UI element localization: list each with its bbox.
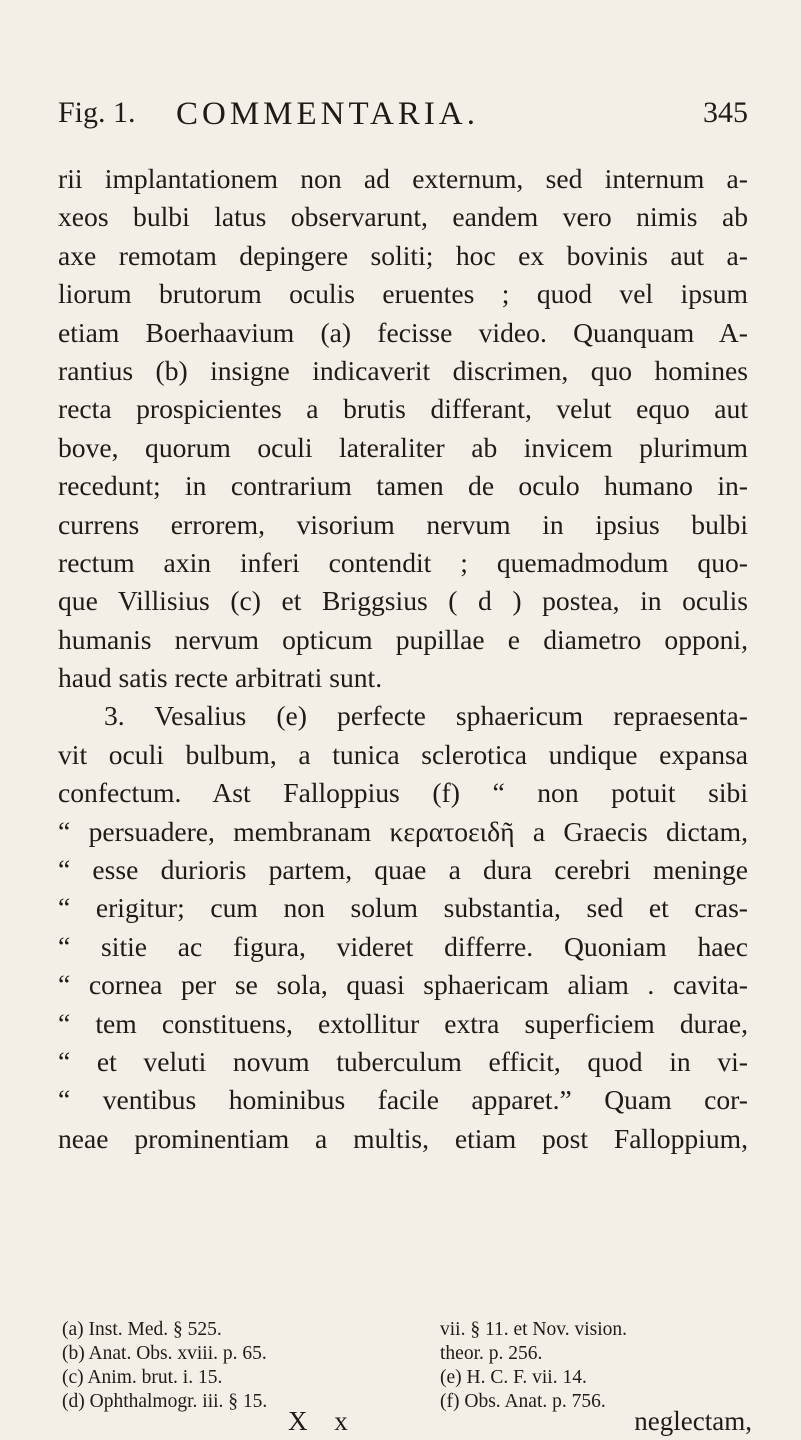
footnotes: [62, 1318, 752, 1414]
text-line: liorum brutorum oculis eruentes ; quod vel ipsum: [58, 278, 748, 310]
text-line: haud satis recte arbitrati sunt.: [58, 662, 383, 694]
text-line: rectum axin inferi contendit ; quemadmodum quo-: [58, 546, 748, 578]
page-number: 345: [703, 96, 748, 129]
text-line: rantius (b) insigne indicaverit discrimen, quo homines: [58, 354, 748, 386]
quoted-line: “ ventibus hominibus facile apparet.” Quam cor-: [58, 1084, 748, 1116]
footnote-a-continued: vii. § 11. et Nov. vision.: [440, 1319, 628, 1340]
text-line: bove, quorum oculi lateraliter ab invicem plurimum: [58, 431, 748, 463]
text-line: recta prospicientes a brutis differant, velut equo aut: [58, 393, 748, 425]
footnote-row: [62, 1342, 752, 1366]
footnote-row: [62, 1318, 752, 1342]
footnote-row: [62, 1366, 752, 1390]
text-line: que Villisius (c) et Briggsius ( d ) postea, in oculis: [58, 585, 748, 617]
text-line: axe remotam depingere soliti; hoc ex bovinis aut a-: [58, 239, 748, 271]
footnote-f: (f) Obs. Anat. p. 756.: [440, 1391, 606, 1412]
figure-reference: Fig. 1.: [58, 96, 136, 129]
text-line: confectum. Ast Falloppius (f) “ non potuit sibi: [58, 777, 748, 809]
text-line: humanis nervum opticum pupillae e diametro opponi,: [58, 623, 748, 655]
quoted-line: “ et veluti novum tuberculum efficit, quod in vi-: [58, 1045, 748, 1077]
quoted-line: “ erigitur; cum non solum substantia, sed et cras-: [58, 892, 748, 924]
text-line: 3. Vesalius (e) perfecte sphaericum repraesenta-: [104, 700, 748, 732]
quoted-line: “ tem constituens, extollitur extra superficiem durae,: [58, 1007, 748, 1039]
text-line: neae prominentiam a multis, etiam post Falloppium,: [58, 1122, 748, 1154]
signature-mark: X x: [288, 1406, 358, 1436]
footnote-a-continued: theor. p. 256.: [440, 1343, 543, 1364]
text-line: vit oculi bulbum, a tunica sclerotica undique expansa: [58, 738, 748, 770]
text-line: etiam Boerhaavium (a) fecisse video. Quanquam A-: [58, 316, 748, 348]
main-text: [58, 160, 748, 1158]
quoted-line: “ persuadere, membranam κερατοειδῆ a Graecis dictam,: [58, 815, 748, 847]
footnote-b: (b) Anat. Obs. xviii. p. 65.: [62, 1343, 267, 1364]
quoted-line: “ sitie ac figura, videret differre. Quoniam haec: [58, 930, 748, 962]
footnote-c: (c) Anim. brut. i. 15.: [62, 1367, 223, 1388]
footnote-d: (d) Ophthalmogr. iii. § 15.: [62, 1391, 268, 1412]
text-line: recedunt; in contrarium tamen de oculo humano in-: [58, 470, 748, 502]
text-line: rii implantationem non ad externum, sed internum a-: [58, 163, 748, 194]
footnote-e: (e) H. C. F. vii. 14.: [440, 1367, 587, 1388]
running-title: COMMENTARIA.: [176, 96, 479, 132]
quoted-line: “ cornea per se sola, quasi sphaericam aliam . cavita-: [58, 969, 748, 1001]
text-line: currens errorem, visorium nervum in ipsius bulbi: [58, 508, 748, 540]
text-line: xeos bulbi latus observarunt, eandem vero nimis ab: [58, 201, 748, 233]
running-header: [58, 96, 748, 136]
footnote-a: (a) Inst. Med. § 525.: [62, 1319, 222, 1340]
catchword: neglectam,: [634, 1406, 752, 1436]
quoted-line: “ esse durioris partem, quae a dura cerebri meninge: [58, 854, 748, 886]
